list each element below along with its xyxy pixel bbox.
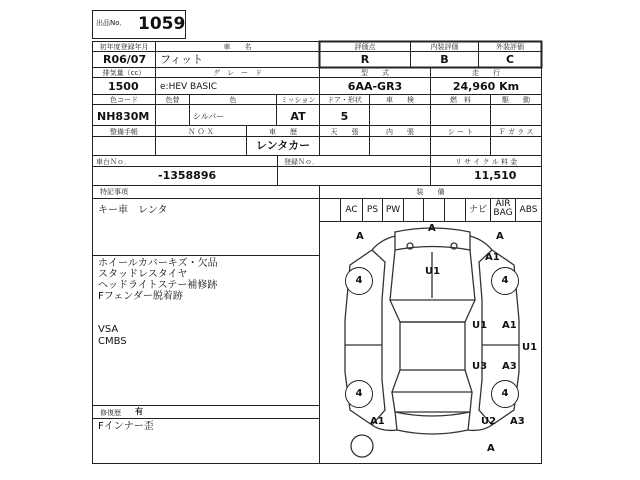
notes-line-6: VSA bbox=[98, 324, 119, 335]
equip-airbag: AIR BAG bbox=[493, 199, 513, 218]
tire-rear-right: 4 bbox=[491, 380, 519, 408]
label-sunroof: 天 張 bbox=[330, 128, 359, 136]
label-repair-history: 修復歴 bbox=[100, 409, 121, 417]
notes-line-4: ヘッドライトステー補修跡 bbox=[98, 280, 218, 291]
label-recycle-fee: リ サ イ ク ル 料 金 bbox=[454, 158, 518, 166]
value-first-reg: R06/07 bbox=[103, 53, 147, 66]
label-type: 型 式 bbox=[361, 69, 389, 77]
label-color-type: 色替 bbox=[165, 96, 180, 104]
label-nox: Ｎ Ｏ Ｘ bbox=[188, 128, 214, 136]
mark-a3-bottom-right: A3 bbox=[510, 416, 525, 427]
mark-u2-bottom-right: U2 bbox=[481, 416, 497, 427]
value-displacement: 1500 bbox=[108, 80, 139, 93]
value-recycle-fee: 11,510 bbox=[474, 169, 517, 182]
notes-line-5: Fフェンダー脱着跡 bbox=[98, 291, 183, 302]
label-manual: 整備手帳 bbox=[110, 128, 138, 136]
label-front-glass: Ｆ ガ ラ ス bbox=[498, 128, 534, 136]
label-fuel: 燃 料 bbox=[450, 96, 471, 104]
label-displacement: 排気量（cc） bbox=[102, 69, 146, 77]
equip-ps: PS bbox=[366, 205, 379, 215]
label-score: 評価点 bbox=[354, 43, 376, 51]
label-grade: グ レ ー ド bbox=[213, 69, 262, 77]
label-drive: 駆 動 bbox=[502, 96, 530, 104]
value-exterior-grade: C bbox=[505, 53, 515, 66]
lot-number: 1059 bbox=[138, 14, 186, 34]
mark-a1-right-door: A1 bbox=[502, 320, 517, 331]
label-color: 色 bbox=[229, 96, 237, 104]
tire-front-right: 4 bbox=[491, 267, 519, 295]
label-equipment: 装 備 bbox=[416, 188, 445, 196]
label-seat: シ ー ト bbox=[447, 128, 474, 136]
notes-line-7: CMBS bbox=[98, 336, 127, 347]
label-color-code: 色コード bbox=[110, 96, 138, 104]
equip-ac: AC bbox=[345, 205, 358, 215]
value-model-name: フィット bbox=[160, 53, 204, 66]
mark-u1-side: U1 bbox=[522, 342, 538, 353]
mark-a3-right-door: A3 bbox=[502, 361, 517, 372]
label-interior-trim: 内 張 bbox=[386, 128, 414, 136]
label-doors: ドア・形状 bbox=[327, 96, 362, 104]
value-doors: 5 bbox=[340, 110, 349, 123]
equip-abs: ABS bbox=[519, 205, 538, 215]
mark-u1-right-door: U1 bbox=[472, 320, 488, 331]
mark-a1-top-right: A1 bbox=[485, 252, 500, 263]
mark-a-right: A bbox=[496, 231, 504, 242]
notes-line-3: スタッドレスタイヤ bbox=[98, 269, 188, 280]
repair-note: Fインナー歪 bbox=[98, 421, 154, 432]
label-mileage: 走 行 bbox=[472, 69, 500, 77]
label-interior-grade: 内装評価 bbox=[430, 43, 459, 51]
tire-front-left: 4 bbox=[345, 267, 373, 295]
value-grade: e:HEV BASIC bbox=[160, 82, 218, 92]
label-model-name: 車 名 bbox=[223, 43, 252, 51]
notes-line-2: ホイールカバーキズ・欠品 bbox=[98, 258, 218, 269]
mark-a-top: A bbox=[428, 223, 436, 234]
label-first-reg: 初年度登録年月 bbox=[99, 43, 149, 51]
mark-a-bottom: A bbox=[487, 443, 495, 454]
tire-rear-left: 4 bbox=[345, 380, 373, 408]
notes-line-1: キー車 レンタ bbox=[98, 205, 168, 216]
value-history: レンタカー bbox=[255, 139, 311, 152]
label-history: 車 歴 bbox=[269, 128, 297, 136]
value-color-code: NH830M bbox=[97, 110, 150, 123]
mark-u3-right-door: U3 bbox=[472, 361, 488, 372]
value-interior-grade: B bbox=[440, 53, 449, 66]
label-exterior-grade: 外装評価 bbox=[496, 43, 524, 51]
value-chassis-no: -1358896 bbox=[158, 169, 217, 182]
mark-u1-hood: U1 bbox=[425, 266, 441, 277]
mark-a1-bottom-left: A1 bbox=[370, 416, 385, 427]
lot-label: 出品No． bbox=[96, 19, 127, 27]
label-reg-no: 登録Ｎｏ． bbox=[284, 158, 319, 166]
label-transmission: ミッション bbox=[280, 96, 316, 104]
value-transmission: AT bbox=[290, 110, 306, 123]
label-notes: 特記事項 bbox=[100, 188, 128, 196]
label-chassis-no: 車台Ｎｏ． bbox=[96, 158, 131, 166]
equip-navi: ナビ bbox=[468, 205, 487, 215]
equip-pw: PW bbox=[385, 205, 401, 215]
value-color: シルバー bbox=[193, 112, 225, 121]
value-type: 6AA-GR3 bbox=[347, 80, 403, 93]
value-score: R bbox=[360, 53, 370, 66]
label-inspection: 車 検 bbox=[386, 96, 414, 104]
mark-a-left: A bbox=[356, 231, 364, 242]
value-repair-history: 有 bbox=[135, 407, 143, 416]
value-mileage: 24,960 Km bbox=[452, 80, 520, 93]
